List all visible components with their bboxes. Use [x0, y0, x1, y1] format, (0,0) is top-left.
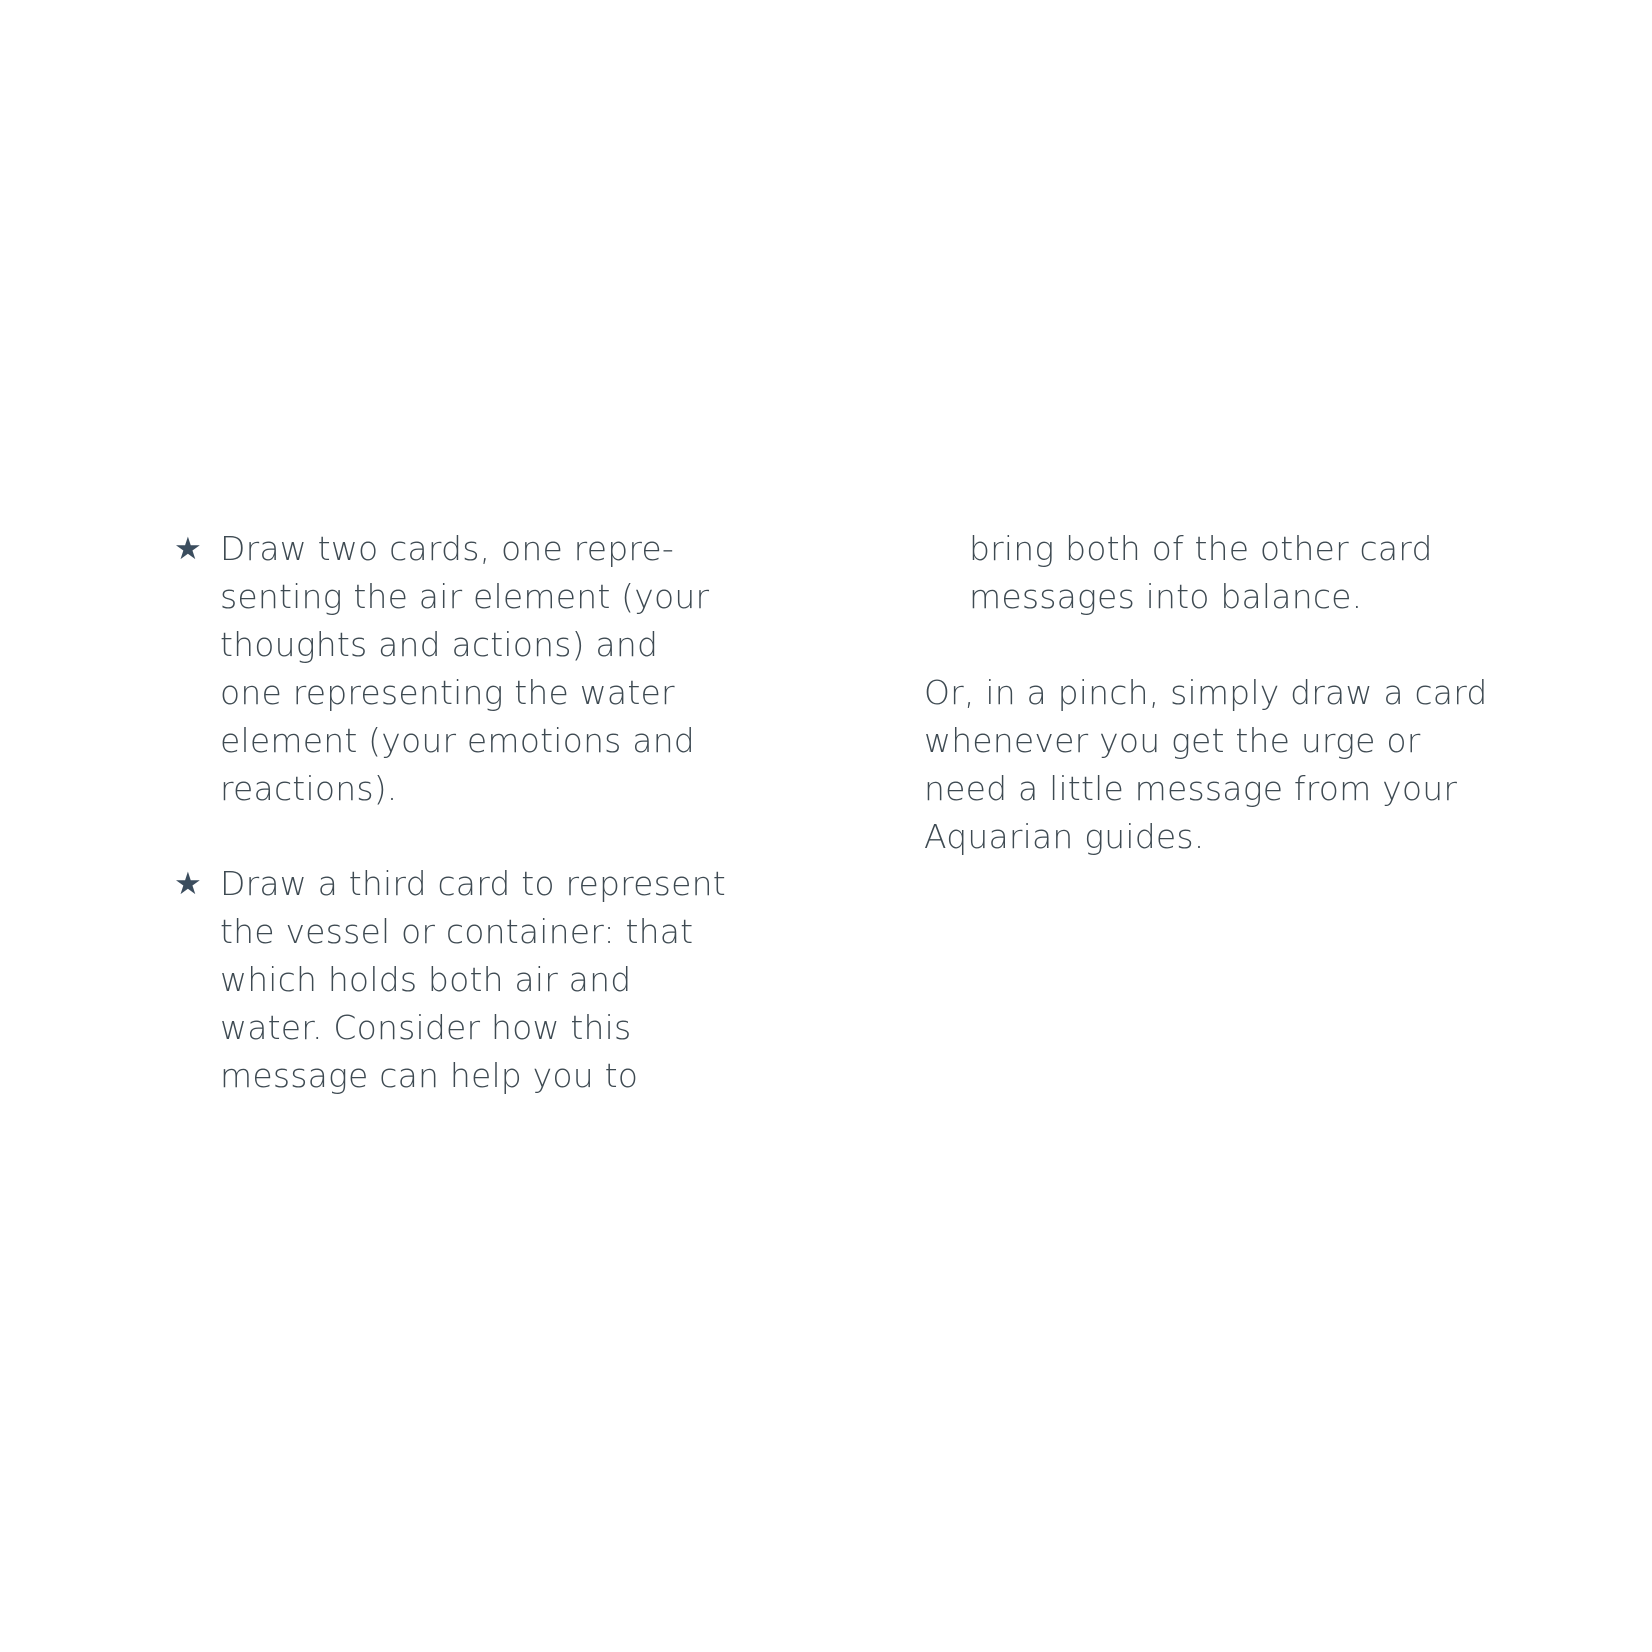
- paragraph-line: Or, in a pinch, simply draw a card: [924, 673, 1488, 712]
- paragraph-line: Aquarian guides.: [924, 817, 1205, 856]
- bullet-line: Draw a third card to represent: [220, 864, 726, 903]
- star-icon: ★: [174, 531, 202, 567]
- paragraph-line: whenever you get the urge or: [924, 721, 1421, 760]
- bullet-line: the vessel or container: that: [220, 912, 694, 951]
- bullet-line: reactions).: [220, 769, 398, 808]
- bullet-line: Draw two cards, one repre-: [220, 529, 675, 568]
- bullet-line: senting the air element (your: [220, 577, 710, 616]
- bullet-line: water. Consider how this: [220, 1008, 632, 1047]
- bullet-line: one representing the water: [220, 673, 675, 712]
- continuation-line: bring both of the other card: [969, 529, 1433, 568]
- bullet-line: which holds both air and: [220, 960, 632, 999]
- star-icon: ★: [174, 866, 202, 902]
- paragraph-line: need a little message from your: [924, 769, 1458, 808]
- continuation-line: messages into balance.: [969, 577, 1363, 616]
- bullet-line: thoughts and actions) and: [220, 625, 659, 664]
- bullet-line: message can help you to: [220, 1056, 639, 1095]
- bullet-line: element (your emotions and: [220, 721, 695, 760]
